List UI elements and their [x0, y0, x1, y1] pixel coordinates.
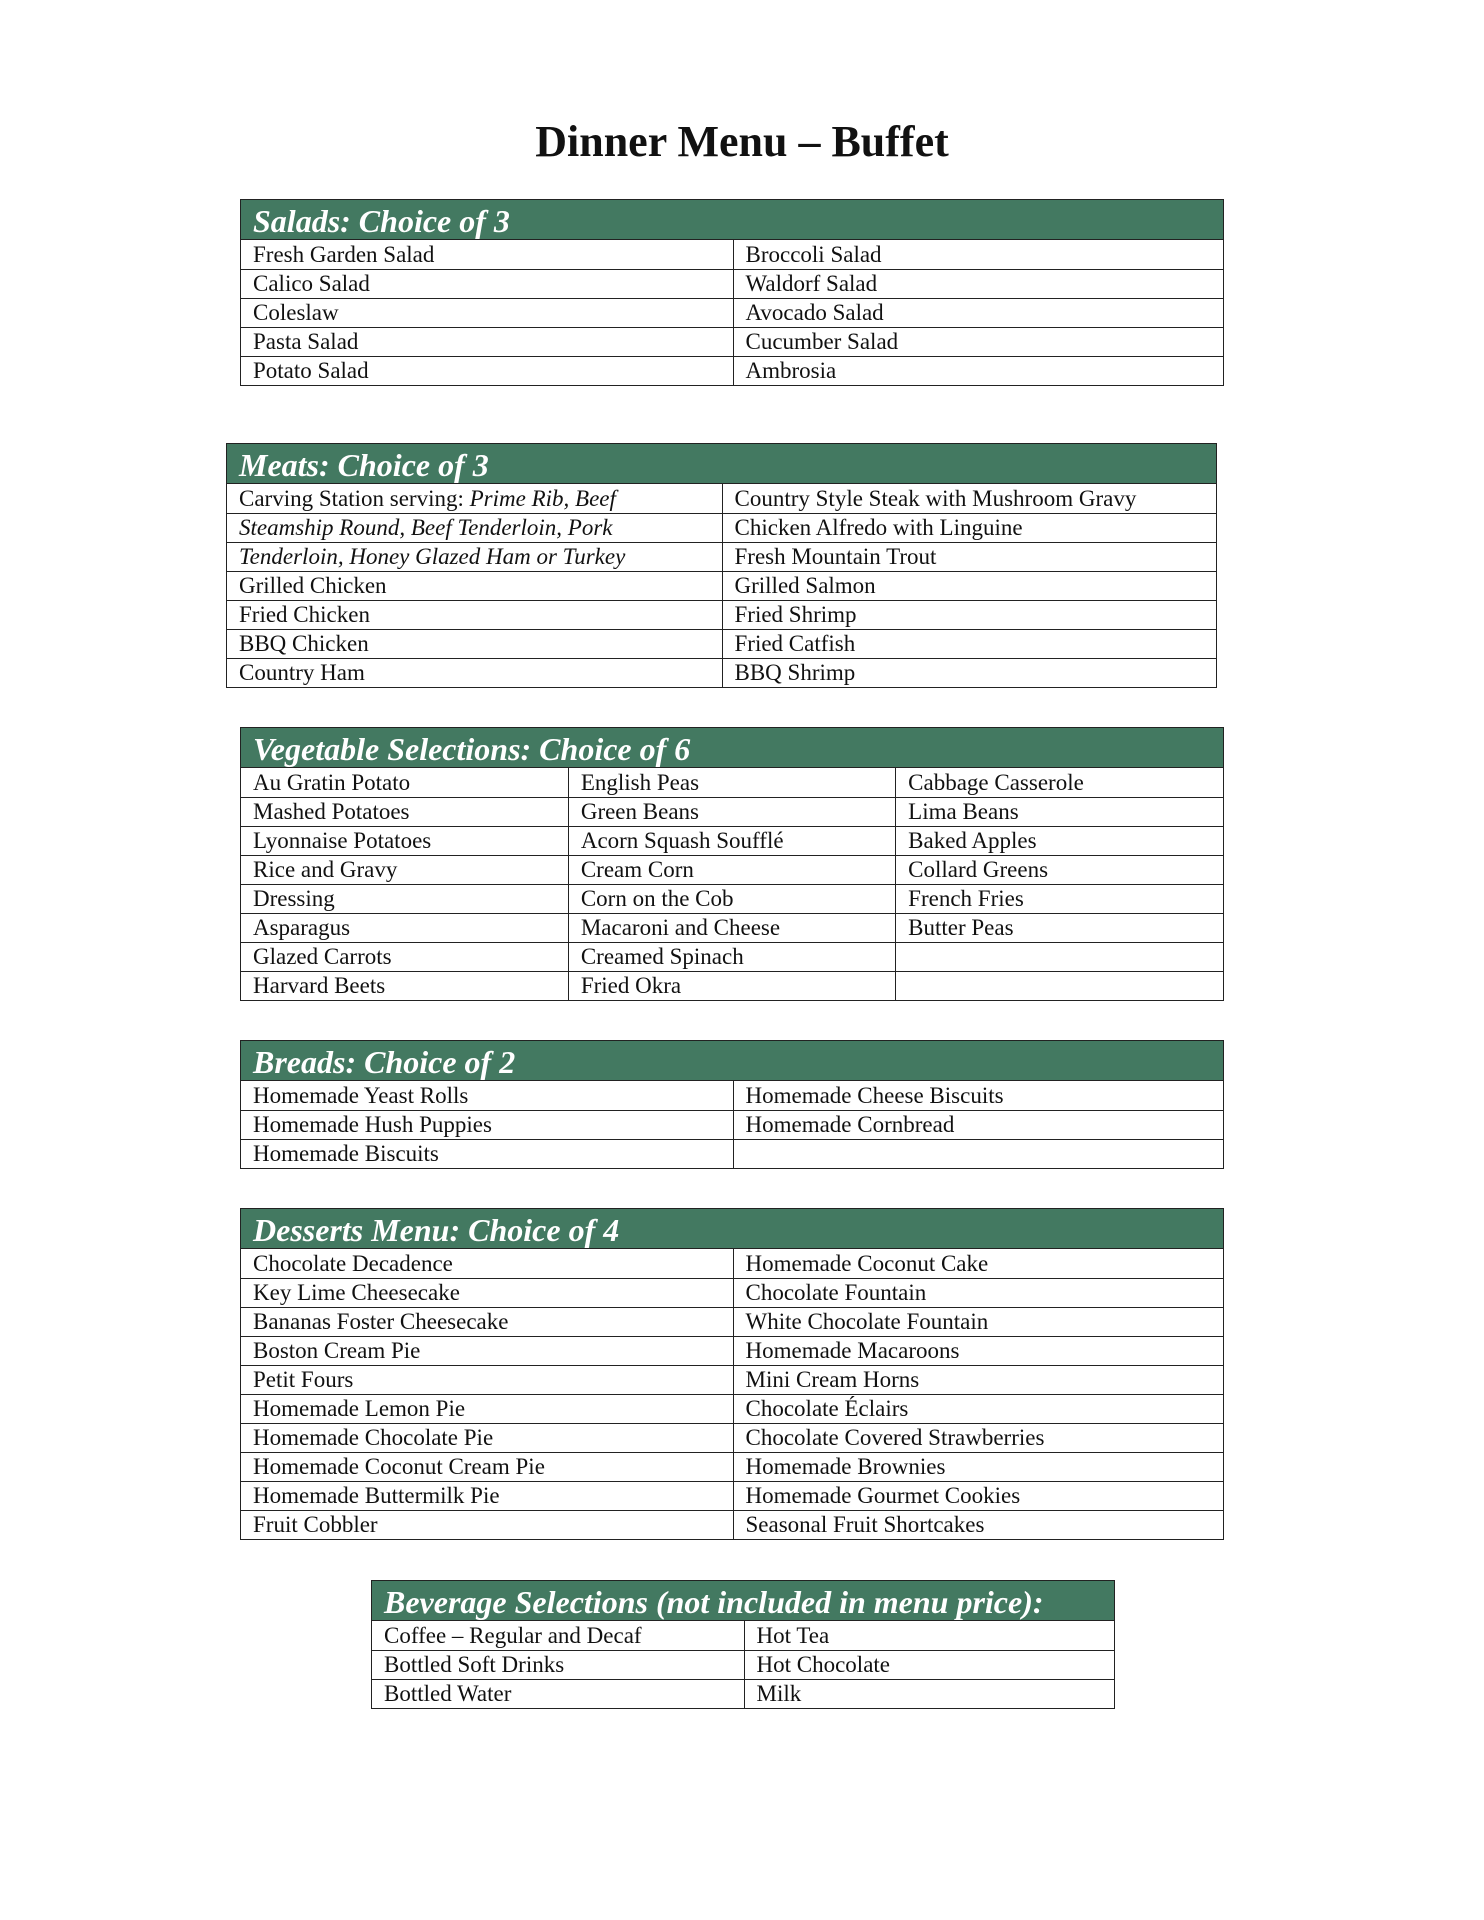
vegetable-item: Harvard Beets: [241, 971, 568, 1000]
salad-item: Calico Salad: [241, 269, 733, 298]
table-row: [227, 571, 1216, 600]
carving-station-meats: Prime Rib, Beef: [469, 485, 616, 511]
salad-item: Waldorf Salad: [733, 269, 1223, 298]
table-row: [227, 513, 1216, 542]
breads-header: Breads: Choice of 2: [241, 1041, 1223, 1081]
vegetable-item: French Fries: [896, 884, 1223, 913]
table-row: [241, 1481, 1223, 1510]
beverages-header: Beverage Selections (not included in menu price):: [372, 1581, 1114, 1621]
meat-item: Grilled Chicken: [227, 571, 722, 600]
meat-item: Grilled Salmon: [722, 571, 1216, 600]
meats-table: [227, 484, 1216, 687]
table-row: [241, 356, 1223, 385]
vegetable-item: Asparagus: [241, 913, 568, 942]
carving-station-line: [227, 484, 722, 513]
bread-item: [733, 1139, 1223, 1168]
vegetable-item: Rice and Gravy: [241, 855, 568, 884]
beverages-table: [372, 1621, 1114, 1708]
meat-item: BBQ Shrimp: [734, 660, 856, 686]
table-row: [241, 1336, 1223, 1365]
salad-item: Broccoli Salad: [733, 240, 1223, 269]
vegetable-item: Mashed Potatoes: [241, 797, 568, 826]
table-row: [241, 298, 1223, 327]
dessert-item: Fruit Cobbler: [241, 1510, 733, 1539]
table-row: [372, 1650, 1114, 1679]
table-row: [372, 1679, 1114, 1708]
salad-item: Coleslaw: [241, 298, 733, 327]
salads-section: [240, 199, 1224, 386]
beverage-item: Coffee – Regular and Decaf: [372, 1621, 744, 1650]
table-row: [241, 826, 1223, 855]
bread-item: Homemade Biscuits: [241, 1139, 733, 1168]
dessert-item: Homemade Coconut Cake: [733, 1249, 1223, 1278]
dessert-item: Homemade Gourmet Cookies: [733, 1481, 1223, 1510]
table-row: [241, 1510, 1223, 1539]
carving-station-line: Tenderloin, Honey Glazed Ham or Turkey: [227, 542, 722, 571]
desserts-section: [240, 1208, 1224, 1540]
dessert-item: Chocolate Éclairs: [733, 1394, 1223, 1423]
table-row: [241, 1278, 1223, 1307]
table-row: [241, 855, 1223, 884]
table-row: [241, 1394, 1223, 1423]
meat-item: BBQ Chicken: [227, 629, 722, 658]
dessert-item: Bananas Foster Cheesecake: [241, 1307, 733, 1336]
breads-section: [240, 1040, 1224, 1169]
vegetable-item: Corn on the Cob: [568, 884, 895, 913]
desserts-table: [241, 1249, 1223, 1539]
table-row: [241, 797, 1223, 826]
table-row: [241, 971, 1223, 1000]
dessert-item: Petit Fours: [241, 1365, 733, 1394]
dessert-item: Seasonal Fruit Shortcakes: [745, 1512, 985, 1538]
dessert-item: White Chocolate Fountain: [733, 1307, 1223, 1336]
bread-item: Homemade Hush Puppies: [241, 1110, 733, 1139]
table-row: [241, 1110, 1223, 1139]
table-row: [241, 884, 1223, 913]
bread-item: Homemade Cornbread: [733, 1110, 1223, 1139]
vegetable-item: Au Gratin Potato: [241, 768, 568, 797]
page-title: Dinner Menu – Buffet: [535, 117, 949, 166]
table-row: [227, 484, 1216, 513]
bread-item: Homemade Cheese Biscuits: [733, 1081, 1223, 1110]
table-row: [241, 1081, 1223, 1110]
meats-header: Meats: Choice of 3: [227, 444, 1216, 484]
salad-item: Ambrosia: [745, 358, 837, 384]
table-row: [241, 240, 1223, 269]
table-row: [241, 1139, 1223, 1168]
meat-item: Fresh Mountain Trout: [722, 542, 1216, 571]
beverage-item: Bottled Soft Drinks: [372, 1650, 744, 1679]
bread-item: Homemade Yeast Rolls: [241, 1081, 733, 1110]
dessert-item: Boston Cream Pie: [241, 1336, 733, 1365]
salad-item: Potato Salad: [241, 356, 733, 385]
meat-item: Fried Catfish: [722, 629, 1216, 658]
vegetable-item: Collard Greens: [896, 855, 1223, 884]
salad-item: Cucumber Salad: [733, 327, 1223, 356]
vegetable-item: Baked Apples: [896, 826, 1223, 855]
beverage-item: Milk: [756, 1681, 802, 1707]
table-row: [241, 768, 1223, 797]
salad-item: Fresh Garden Salad: [241, 240, 733, 269]
vegetable-item: Green Beans: [568, 797, 895, 826]
vegetable-item: Fried Okra: [568, 971, 895, 1000]
salad-item: Pasta Salad: [241, 327, 733, 356]
beverage-item: Bottled Water: [372, 1679, 744, 1708]
vegetable-item: English Peas: [568, 768, 895, 797]
vegetables-header: Vegetable Selections: Choice of 6: [241, 728, 1223, 768]
table-row: [241, 913, 1223, 942]
table-row: [241, 1249, 1223, 1278]
dessert-item: Homemade Buttermilk Pie: [241, 1481, 733, 1510]
table-row: [241, 1307, 1223, 1336]
vegetable-item: Lima Beans: [896, 797, 1223, 826]
table-row: [241, 1365, 1223, 1394]
salad-item: Avocado Salad: [733, 298, 1223, 327]
dessert-item: Chocolate Fountain: [733, 1278, 1223, 1307]
vegetable-item: Cream Corn: [568, 855, 895, 884]
salads-table: [241, 240, 1223, 385]
dessert-item: Homemade Coconut Cream Pie: [241, 1452, 733, 1481]
table-row: [241, 1423, 1223, 1452]
vegetable-item: Lyonnaise Potatoes: [241, 826, 568, 855]
vegetable-item: [896, 971, 1223, 1000]
table-row: [241, 1452, 1223, 1481]
carving-station-line: Steamship Round, Beef Tenderloin, Pork: [227, 513, 722, 542]
vegetable-item: Cabbage Casserole: [896, 768, 1223, 797]
meat-item: Country Ham: [227, 658, 722, 687]
breads-table: [241, 1081, 1223, 1168]
meat-item: Fried Shrimp: [722, 600, 1216, 629]
dessert-item: Key Lime Cheesecake: [241, 1278, 733, 1307]
vegetables-table: [241, 768, 1223, 1000]
vegetable-item: Butter Peas: [896, 913, 1223, 942]
vegetables-section: [240, 727, 1224, 1001]
meat-item: Chicken Alfredo with Linguine: [722, 513, 1216, 542]
beverages-section: [371, 1580, 1115, 1709]
dessert-item: Homemade Macaroons: [733, 1336, 1223, 1365]
dessert-item: Chocolate Decadence: [241, 1249, 733, 1278]
table-row: [227, 658, 1216, 687]
dessert-item: Mini Cream Horns: [733, 1365, 1223, 1394]
table-row: [372, 1621, 1114, 1650]
beverage-item: Hot Tea: [744, 1621, 1114, 1650]
desserts-header: Desserts Menu: Choice of 4: [241, 1209, 1223, 1249]
meat-item: Fried Chicken: [227, 600, 722, 629]
carving-station-label: Carving Station serving:: [239, 485, 470, 511]
dessert-item: Chocolate Covered Strawberries: [733, 1423, 1223, 1452]
dessert-item: Homemade Chocolate Pie: [241, 1423, 733, 1452]
meats-section: [226, 443, 1217, 688]
table-row: [241, 269, 1223, 298]
table-row: [241, 942, 1223, 971]
beverage-item: Hot Chocolate: [744, 1650, 1114, 1679]
table-row: [227, 600, 1216, 629]
vegetable-item: Dressing: [241, 884, 568, 913]
table-row: [241, 327, 1223, 356]
meat-item: Country Style Steak with Mushroom Gravy: [722, 484, 1216, 513]
table-row: [227, 629, 1216, 658]
vegetable-item: [896, 942, 1223, 971]
dessert-item: Homemade Lemon Pie: [241, 1394, 733, 1423]
vegetable-item: Creamed Spinach: [568, 942, 895, 971]
dessert-item: Homemade Brownies: [733, 1452, 1223, 1481]
salads-header: Salads: Choice of 3: [241, 200, 1223, 240]
vegetable-item: Glazed Carrots: [241, 942, 568, 971]
vegetable-item: Acorn Squash Soufflé: [568, 826, 895, 855]
vegetable-item: Macaroni and Cheese: [568, 913, 895, 942]
table-row: [227, 542, 1216, 571]
